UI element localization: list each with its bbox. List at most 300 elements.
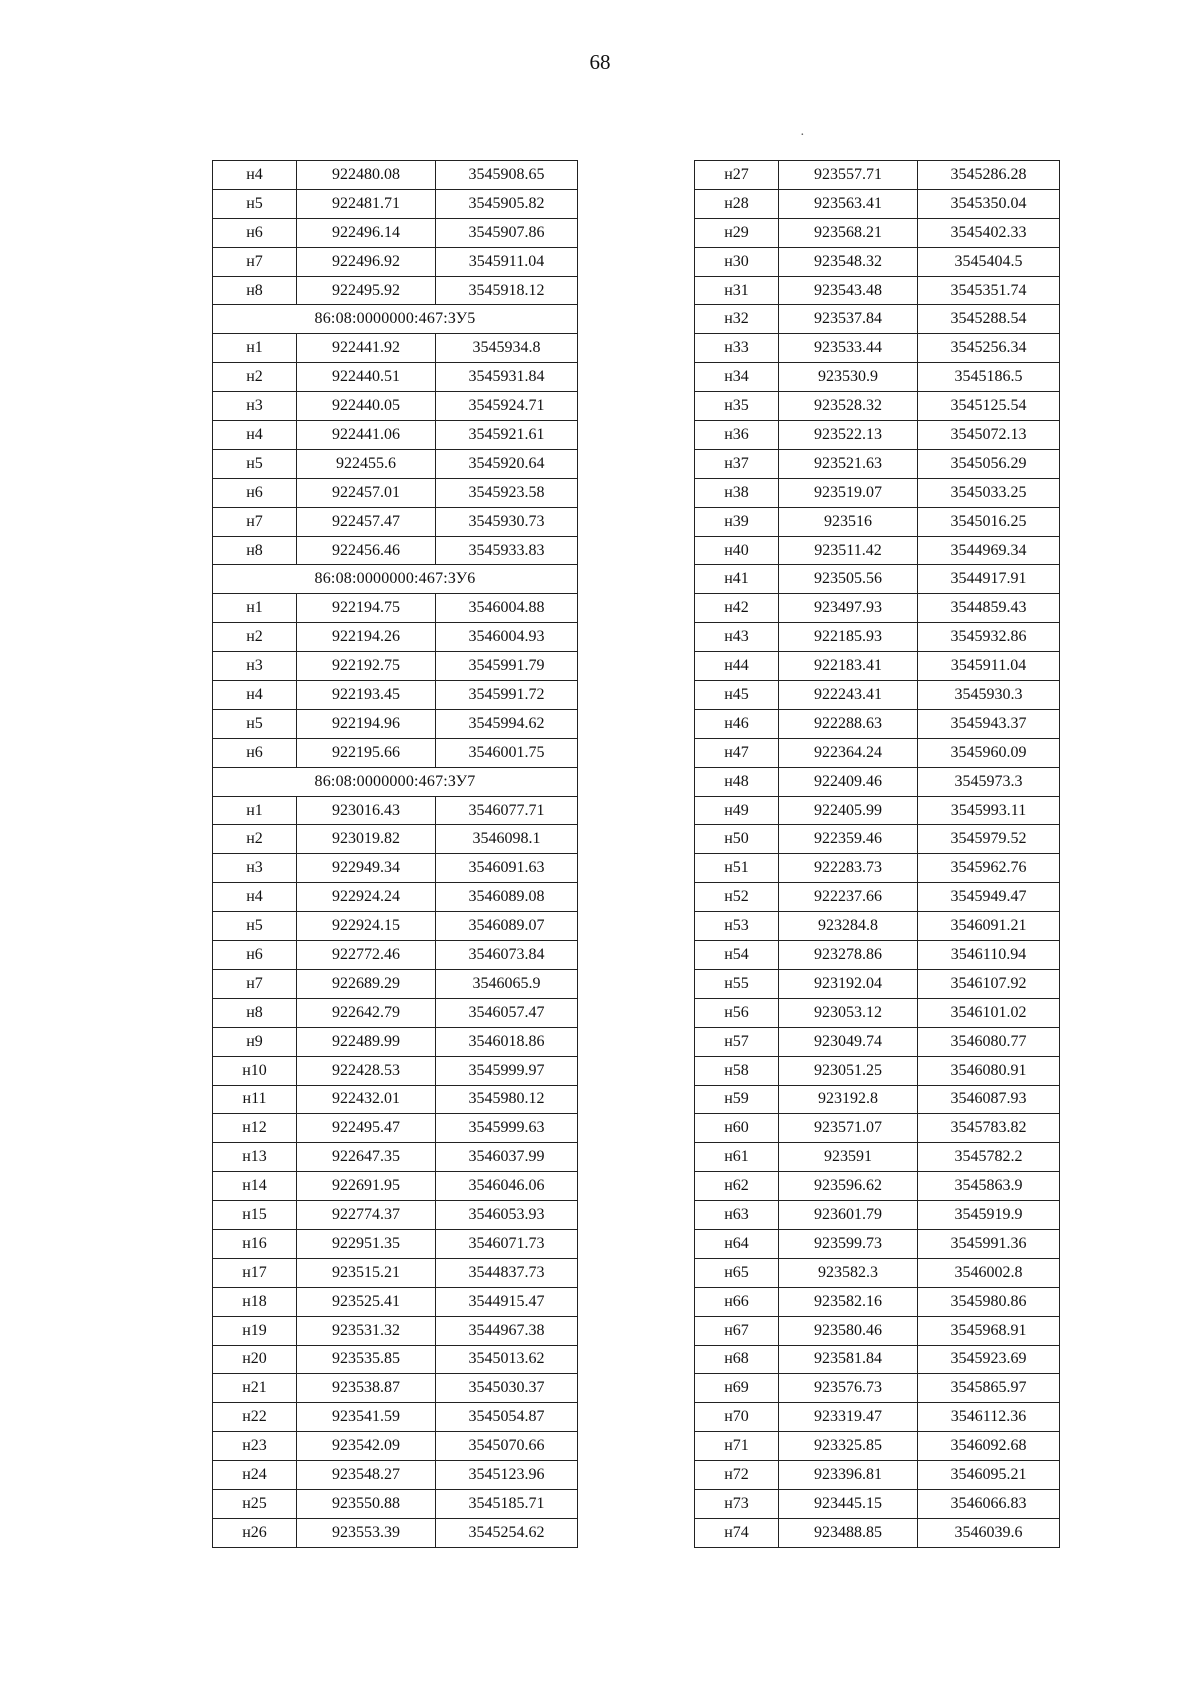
x-coordinate-cell: 922489.99 [297,1027,436,1056]
y-coordinate-cell: 3546039.6 [918,1518,1060,1547]
y-coordinate-cell: 3544859.43 [918,594,1060,623]
y-coordinate-cell: 3544917.91 [918,565,1060,594]
point-label-cell: н18 [213,1287,297,1316]
y-coordinate-cell: 3545991.72 [436,681,578,710]
point-label-cell: н32 [695,305,779,334]
table-row [213,161,578,190]
table-row [213,1287,578,1316]
point-label-cell: н51 [695,854,779,883]
table-row [213,334,578,363]
x-coordinate-cell: 922457.01 [297,478,436,507]
y-coordinate-cell: 3546004.88 [436,594,578,623]
table-row [695,1461,1060,1490]
x-coordinate-cell: 922642.79 [297,998,436,1027]
table-row [695,363,1060,392]
coordinates-table-left [212,160,578,1548]
table-row [213,218,578,247]
x-coordinate-cell: 923601.79 [779,1201,918,1230]
table-row [695,1201,1060,1230]
table-row [695,825,1060,854]
table-row [695,623,1060,652]
point-label-cell: н5 [213,709,297,738]
y-coordinate-cell: 3546091.63 [436,854,578,883]
point-label-cell: н69 [695,1374,779,1403]
table-row [213,1114,578,1143]
x-coordinate-cell: 923396.81 [779,1461,918,1490]
point-label-cell: н37 [695,449,779,478]
section-header-row [213,565,578,594]
x-coordinate-cell: 923530.9 [779,363,918,392]
table-row [213,652,578,681]
x-coordinate-cell: 923284.8 [779,912,918,941]
table-row [213,1201,578,1230]
y-coordinate-cell: 3545186.5 [918,363,1060,392]
table-row [213,1027,578,1056]
table-row [695,998,1060,1027]
point-label-cell: н68 [695,1345,779,1374]
point-label-cell: н1 [213,334,297,363]
point-label-cell: н29 [695,218,779,247]
x-coordinate-cell: 923550.88 [297,1489,436,1518]
x-coordinate-cell: 922480.08 [297,161,436,190]
table-row [695,276,1060,305]
y-coordinate-cell: 3545919.9 [918,1201,1060,1230]
point-label-cell: н67 [695,1316,779,1345]
x-coordinate-cell: 922283.73 [779,854,918,883]
point-label-cell: н26 [213,1518,297,1547]
x-coordinate-cell: 922457.47 [297,507,436,536]
table-row [213,1229,578,1258]
x-coordinate-cell: 922432.01 [297,1085,436,1114]
table-row [213,421,578,450]
point-label-cell: н5 [213,189,297,218]
x-coordinate-cell: 923519.07 [779,478,918,507]
table-row [695,1316,1060,1345]
point-label-cell: н66 [695,1287,779,1316]
y-coordinate-cell: 3544969.34 [918,536,1060,565]
table-row [695,478,1060,507]
x-coordinate-cell: 922455.6 [297,449,436,478]
table-row [695,1518,1060,1547]
section-header-row [213,305,578,334]
table-row [695,1489,1060,1518]
table-row [695,1027,1060,1056]
point-label-cell: н8 [213,276,297,305]
y-coordinate-cell: 3545907.86 [436,218,578,247]
point-label-cell: н57 [695,1027,779,1056]
y-coordinate-cell: 3545033.25 [918,478,1060,507]
point-label-cell: н47 [695,738,779,767]
y-coordinate-cell: 3545402.33 [918,218,1060,247]
table-row [695,883,1060,912]
point-label-cell: н8 [213,536,297,565]
x-coordinate-cell: 922364.24 [779,738,918,767]
table-row [695,218,1060,247]
y-coordinate-cell: 3545999.63 [436,1114,578,1143]
y-coordinate-cell: 3546057.47 [436,998,578,1027]
point-label-cell: н22 [213,1403,297,1432]
y-coordinate-cell: 3546110.94 [918,941,1060,970]
y-coordinate-cell: 3546092.68 [918,1432,1060,1461]
x-coordinate-cell: 922405.99 [779,796,918,825]
point-label-cell: н31 [695,276,779,305]
point-label-cell: н11 [213,1085,297,1114]
x-coordinate-cell: 922428.53 [297,1056,436,1085]
y-coordinate-cell: 3546065.9 [436,969,578,998]
table-row [695,449,1060,478]
y-coordinate-cell: 3546002.8 [918,1258,1060,1287]
y-coordinate-cell: 3544837.73 [436,1258,578,1287]
point-label-cell: н30 [695,247,779,276]
x-coordinate-cell: 923571.07 [779,1114,918,1143]
x-coordinate-cell: 922243.41 [779,681,918,710]
x-coordinate-cell: 922192.75 [297,652,436,681]
table-row [213,941,578,970]
y-coordinate-cell: 3545918.12 [436,276,578,305]
y-coordinate-cell: 3544915.47 [436,1287,578,1316]
point-label-cell: н34 [695,363,779,392]
point-label-cell: н72 [695,1461,779,1490]
table-row [695,1172,1060,1201]
point-label-cell: н4 [213,161,297,190]
point-label-cell: н4 [213,681,297,710]
point-label-cell: н73 [695,1489,779,1518]
x-coordinate-cell: 922949.34 [297,854,436,883]
y-coordinate-cell: 3545054.87 [436,1403,578,1432]
table-row [695,1403,1060,1432]
point-label-cell: н3 [213,854,297,883]
section-header-row [213,767,578,796]
table-row [695,941,1060,970]
point-label-cell: н5 [213,449,297,478]
point-label-cell: н64 [695,1229,779,1258]
y-coordinate-cell: 3545980.86 [918,1287,1060,1316]
x-coordinate-cell: 923576.73 [779,1374,918,1403]
table-row [213,363,578,392]
y-coordinate-cell: 3545911.04 [436,247,578,276]
coordinates-table-right [694,160,1060,1548]
table-row [213,883,578,912]
x-coordinate-cell: 923568.21 [779,218,918,247]
point-label-cell: н56 [695,998,779,1027]
point-label-cell: н28 [695,189,779,218]
x-coordinate-cell: 922440.51 [297,363,436,392]
table-row [695,247,1060,276]
table-row [213,825,578,854]
y-coordinate-cell: 3545923.58 [436,478,578,507]
table-row [695,1287,1060,1316]
point-label-cell: н16 [213,1229,297,1258]
point-label-cell: н4 [213,883,297,912]
point-label-cell: н25 [213,1489,297,1518]
x-coordinate-cell: 923563.41 [779,189,918,218]
x-coordinate-cell: 923582.16 [779,1287,918,1316]
x-coordinate-cell: 923528.32 [779,392,918,421]
x-coordinate-cell: 923505.56 [779,565,918,594]
x-coordinate-cell: 923553.39 [297,1518,436,1547]
y-coordinate-cell: 3545288.54 [918,305,1060,334]
point-label-cell: н33 [695,334,779,363]
x-coordinate-cell: 922495.47 [297,1114,436,1143]
y-coordinate-cell: 3545980.12 [436,1085,578,1114]
x-coordinate-cell: 923325.85 [779,1432,918,1461]
x-coordinate-cell: 923051.25 [779,1056,918,1085]
table-row [695,565,1060,594]
y-coordinate-cell: 3545351.74 [918,276,1060,305]
table-row [213,1461,578,1490]
y-coordinate-cell: 3545865.97 [918,1374,1060,1403]
x-coordinate-cell: 923541.59 [297,1403,436,1432]
point-label-cell: н3 [213,652,297,681]
y-coordinate-cell: 3545863.9 [918,1172,1060,1201]
table-row [695,709,1060,738]
table-row [213,1518,578,1547]
table-row [695,1143,1060,1172]
point-label-cell: н62 [695,1172,779,1201]
y-coordinate-cell: 3545908.65 [436,161,578,190]
table-row [213,681,578,710]
point-label-cell: н35 [695,392,779,421]
x-coordinate-cell: 922951.35 [297,1229,436,1258]
table-row [695,1229,1060,1258]
table-row [695,854,1060,883]
y-coordinate-cell: 3545286.28 [918,161,1060,190]
y-coordinate-cell: 3545920.64 [436,449,578,478]
table-row [213,1432,578,1461]
y-coordinate-cell: 3545905.82 [436,189,578,218]
y-coordinate-cell: 3546077.71 [436,796,578,825]
point-label-cell: н70 [695,1403,779,1432]
x-coordinate-cell: 923548.27 [297,1461,436,1490]
point-label-cell: н6 [213,218,297,247]
y-coordinate-cell: 3545973.3 [918,767,1060,796]
table-row [213,478,578,507]
table-row [213,507,578,536]
x-coordinate-cell: 923581.84 [779,1345,918,1374]
y-coordinate-cell: 3545994.62 [436,709,578,738]
point-label-cell: н14 [213,1172,297,1201]
x-coordinate-cell: 923445.15 [779,1489,918,1518]
point-label-cell: н65 [695,1258,779,1287]
point-label-cell: н61 [695,1143,779,1172]
table-row [695,1258,1060,1287]
table-row [695,767,1060,796]
table-row [213,623,578,652]
y-coordinate-cell: 3545056.29 [918,449,1060,478]
x-coordinate-cell: 922481.71 [297,189,436,218]
y-coordinate-cell: 3545254.62 [436,1518,578,1547]
x-coordinate-cell: 923522.13 [779,421,918,450]
x-coordinate-cell: 922195.66 [297,738,436,767]
x-coordinate-cell: 922456.46 [297,536,436,565]
point-label-cell: н60 [695,1114,779,1143]
y-coordinate-cell: 3545991.36 [918,1229,1060,1258]
table-row [695,161,1060,190]
y-coordinate-cell: 3545932.86 [918,623,1060,652]
x-coordinate-cell: 923497.93 [779,594,918,623]
y-coordinate-cell: 3545999.97 [436,1056,578,1085]
x-coordinate-cell: 922496.92 [297,247,436,276]
y-coordinate-cell: 3545125.54 [918,392,1060,421]
y-coordinate-cell: 3546004.93 [436,623,578,652]
point-label-cell: н1 [213,796,297,825]
x-coordinate-cell: 923538.87 [297,1374,436,1403]
y-coordinate-cell: 3545931.84 [436,363,578,392]
x-coordinate-cell: 923557.71 [779,161,918,190]
table-row [695,1374,1060,1403]
x-coordinate-cell: 922359.46 [779,825,918,854]
y-coordinate-cell: 3545933.83 [436,536,578,565]
table-row [213,969,578,998]
y-coordinate-cell: 3545404.5 [918,247,1060,276]
table-row [213,1143,578,1172]
table-row [213,738,578,767]
y-coordinate-cell: 3545921.61 [436,421,578,450]
y-coordinate-cell: 3546098.1 [436,825,578,854]
point-label-cell: н59 [695,1085,779,1114]
point-label-cell: н24 [213,1461,297,1490]
point-label-cell: н20 [213,1345,297,1374]
point-label-cell: н43 [695,623,779,652]
table-row [695,738,1060,767]
table-row [695,681,1060,710]
point-label-cell: н52 [695,883,779,912]
x-coordinate-cell: 922924.15 [297,912,436,941]
x-coordinate-cell: 923192.8 [779,1085,918,1114]
point-label-cell: н21 [213,1374,297,1403]
y-coordinate-cell: 3545123.96 [436,1461,578,1490]
x-coordinate-cell: 922496.14 [297,218,436,247]
y-coordinate-cell: 3546066.83 [918,1489,1060,1518]
table-row [213,247,578,276]
point-label-cell: н42 [695,594,779,623]
point-label-cell: н45 [695,681,779,710]
table-row [213,1374,578,1403]
y-coordinate-cell: 3545960.09 [918,738,1060,767]
y-coordinate-cell: 3546101.02 [918,998,1060,1027]
x-coordinate-cell: 922924.24 [297,883,436,912]
table-row [695,507,1060,536]
y-coordinate-cell: 3545070.66 [436,1432,578,1461]
table-row [695,1085,1060,1114]
table-row [213,796,578,825]
cadastral-number: 86:08:0000000:467:ЗУ5 [213,305,578,334]
x-coordinate-cell: 922689.29 [297,969,436,998]
y-coordinate-cell: 3546080.77 [918,1027,1060,1056]
point-label-cell: н41 [695,565,779,594]
point-label-cell: н71 [695,1432,779,1461]
x-coordinate-cell: 923596.62 [779,1172,918,1201]
y-coordinate-cell: 3545185.71 [436,1489,578,1518]
table-row [213,276,578,305]
y-coordinate-cell: 3546046.06 [436,1172,578,1201]
table-row [213,594,578,623]
x-coordinate-cell: 922194.26 [297,623,436,652]
point-label-cell: н53 [695,912,779,941]
point-label-cell: н10 [213,1056,297,1085]
x-coordinate-cell: 923525.41 [297,1287,436,1316]
table-row [695,652,1060,681]
y-coordinate-cell: 3545943.37 [918,709,1060,738]
x-coordinate-cell: 922441.06 [297,421,436,450]
y-coordinate-cell: 3545930.3 [918,681,1060,710]
x-coordinate-cell: 922409.46 [779,767,918,796]
point-label-cell: н8 [213,998,297,1027]
point-label-cell: н6 [213,478,297,507]
x-coordinate-cell: 923515.21 [297,1258,436,1287]
coordinates-table-left-body [213,161,578,1548]
y-coordinate-cell: 3546018.86 [436,1027,578,1056]
point-label-cell: н15 [213,1201,297,1230]
table-row [213,1489,578,1518]
x-coordinate-cell: 923192.04 [779,969,918,998]
x-coordinate-cell: 923511.42 [779,536,918,565]
y-coordinate-cell: 3545013.62 [436,1345,578,1374]
table-row [695,969,1060,998]
table-row [695,421,1060,450]
y-coordinate-cell: 3545350.04 [918,189,1060,218]
y-coordinate-cell: 3546087.93 [918,1085,1060,1114]
table-row [213,1056,578,1085]
point-label-cell: н44 [695,652,779,681]
y-coordinate-cell: 3546071.73 [436,1229,578,1258]
x-coordinate-cell: 922185.93 [779,623,918,652]
y-coordinate-cell: 3545923.69 [918,1345,1060,1374]
point-label-cell: н58 [695,1056,779,1085]
y-coordinate-cell: 3545911.04 [918,652,1060,681]
table-row [213,1258,578,1287]
point-label-cell: н74 [695,1518,779,1547]
y-coordinate-cell: 3545030.37 [436,1374,578,1403]
table-row [695,594,1060,623]
y-coordinate-cell: 3546089.07 [436,912,578,941]
cadastral-number: 86:08:0000000:467:ЗУ7 [213,767,578,796]
table-row [213,536,578,565]
x-coordinate-cell: 922183.41 [779,652,918,681]
y-coordinate-cell: 3545934.8 [436,334,578,363]
point-label-cell: н23 [213,1432,297,1461]
x-coordinate-cell: 923488.85 [779,1518,918,1547]
table-row [213,1085,578,1114]
x-coordinate-cell: 922288.63 [779,709,918,738]
y-coordinate-cell: 3545783.82 [918,1114,1060,1143]
scan-speck: · [800,128,805,143]
x-coordinate-cell: 922194.96 [297,709,436,738]
point-label-cell: н5 [213,912,297,941]
y-coordinate-cell: 3546053.93 [436,1201,578,1230]
x-coordinate-cell: 922691.95 [297,1172,436,1201]
x-coordinate-cell: 923516 [779,507,918,536]
point-label-cell: н54 [695,941,779,970]
y-coordinate-cell: 3545924.71 [436,392,578,421]
point-label-cell: н48 [695,767,779,796]
table-row [695,1114,1060,1143]
x-coordinate-cell: 923533.44 [779,334,918,363]
point-label-cell: н3 [213,392,297,421]
x-coordinate-cell: 922772.46 [297,941,436,970]
table-row [695,1345,1060,1374]
y-coordinate-cell: 3545782.2 [918,1143,1060,1172]
y-coordinate-cell: 3545968.91 [918,1316,1060,1345]
x-coordinate-cell: 922774.37 [297,1201,436,1230]
table-row [213,998,578,1027]
x-coordinate-cell: 922194.75 [297,594,436,623]
y-coordinate-cell: 3546112.36 [918,1403,1060,1432]
x-coordinate-cell: 923053.12 [779,998,918,1027]
point-label-cell: н7 [213,969,297,998]
table-row [695,392,1060,421]
point-label-cell: н7 [213,507,297,536]
